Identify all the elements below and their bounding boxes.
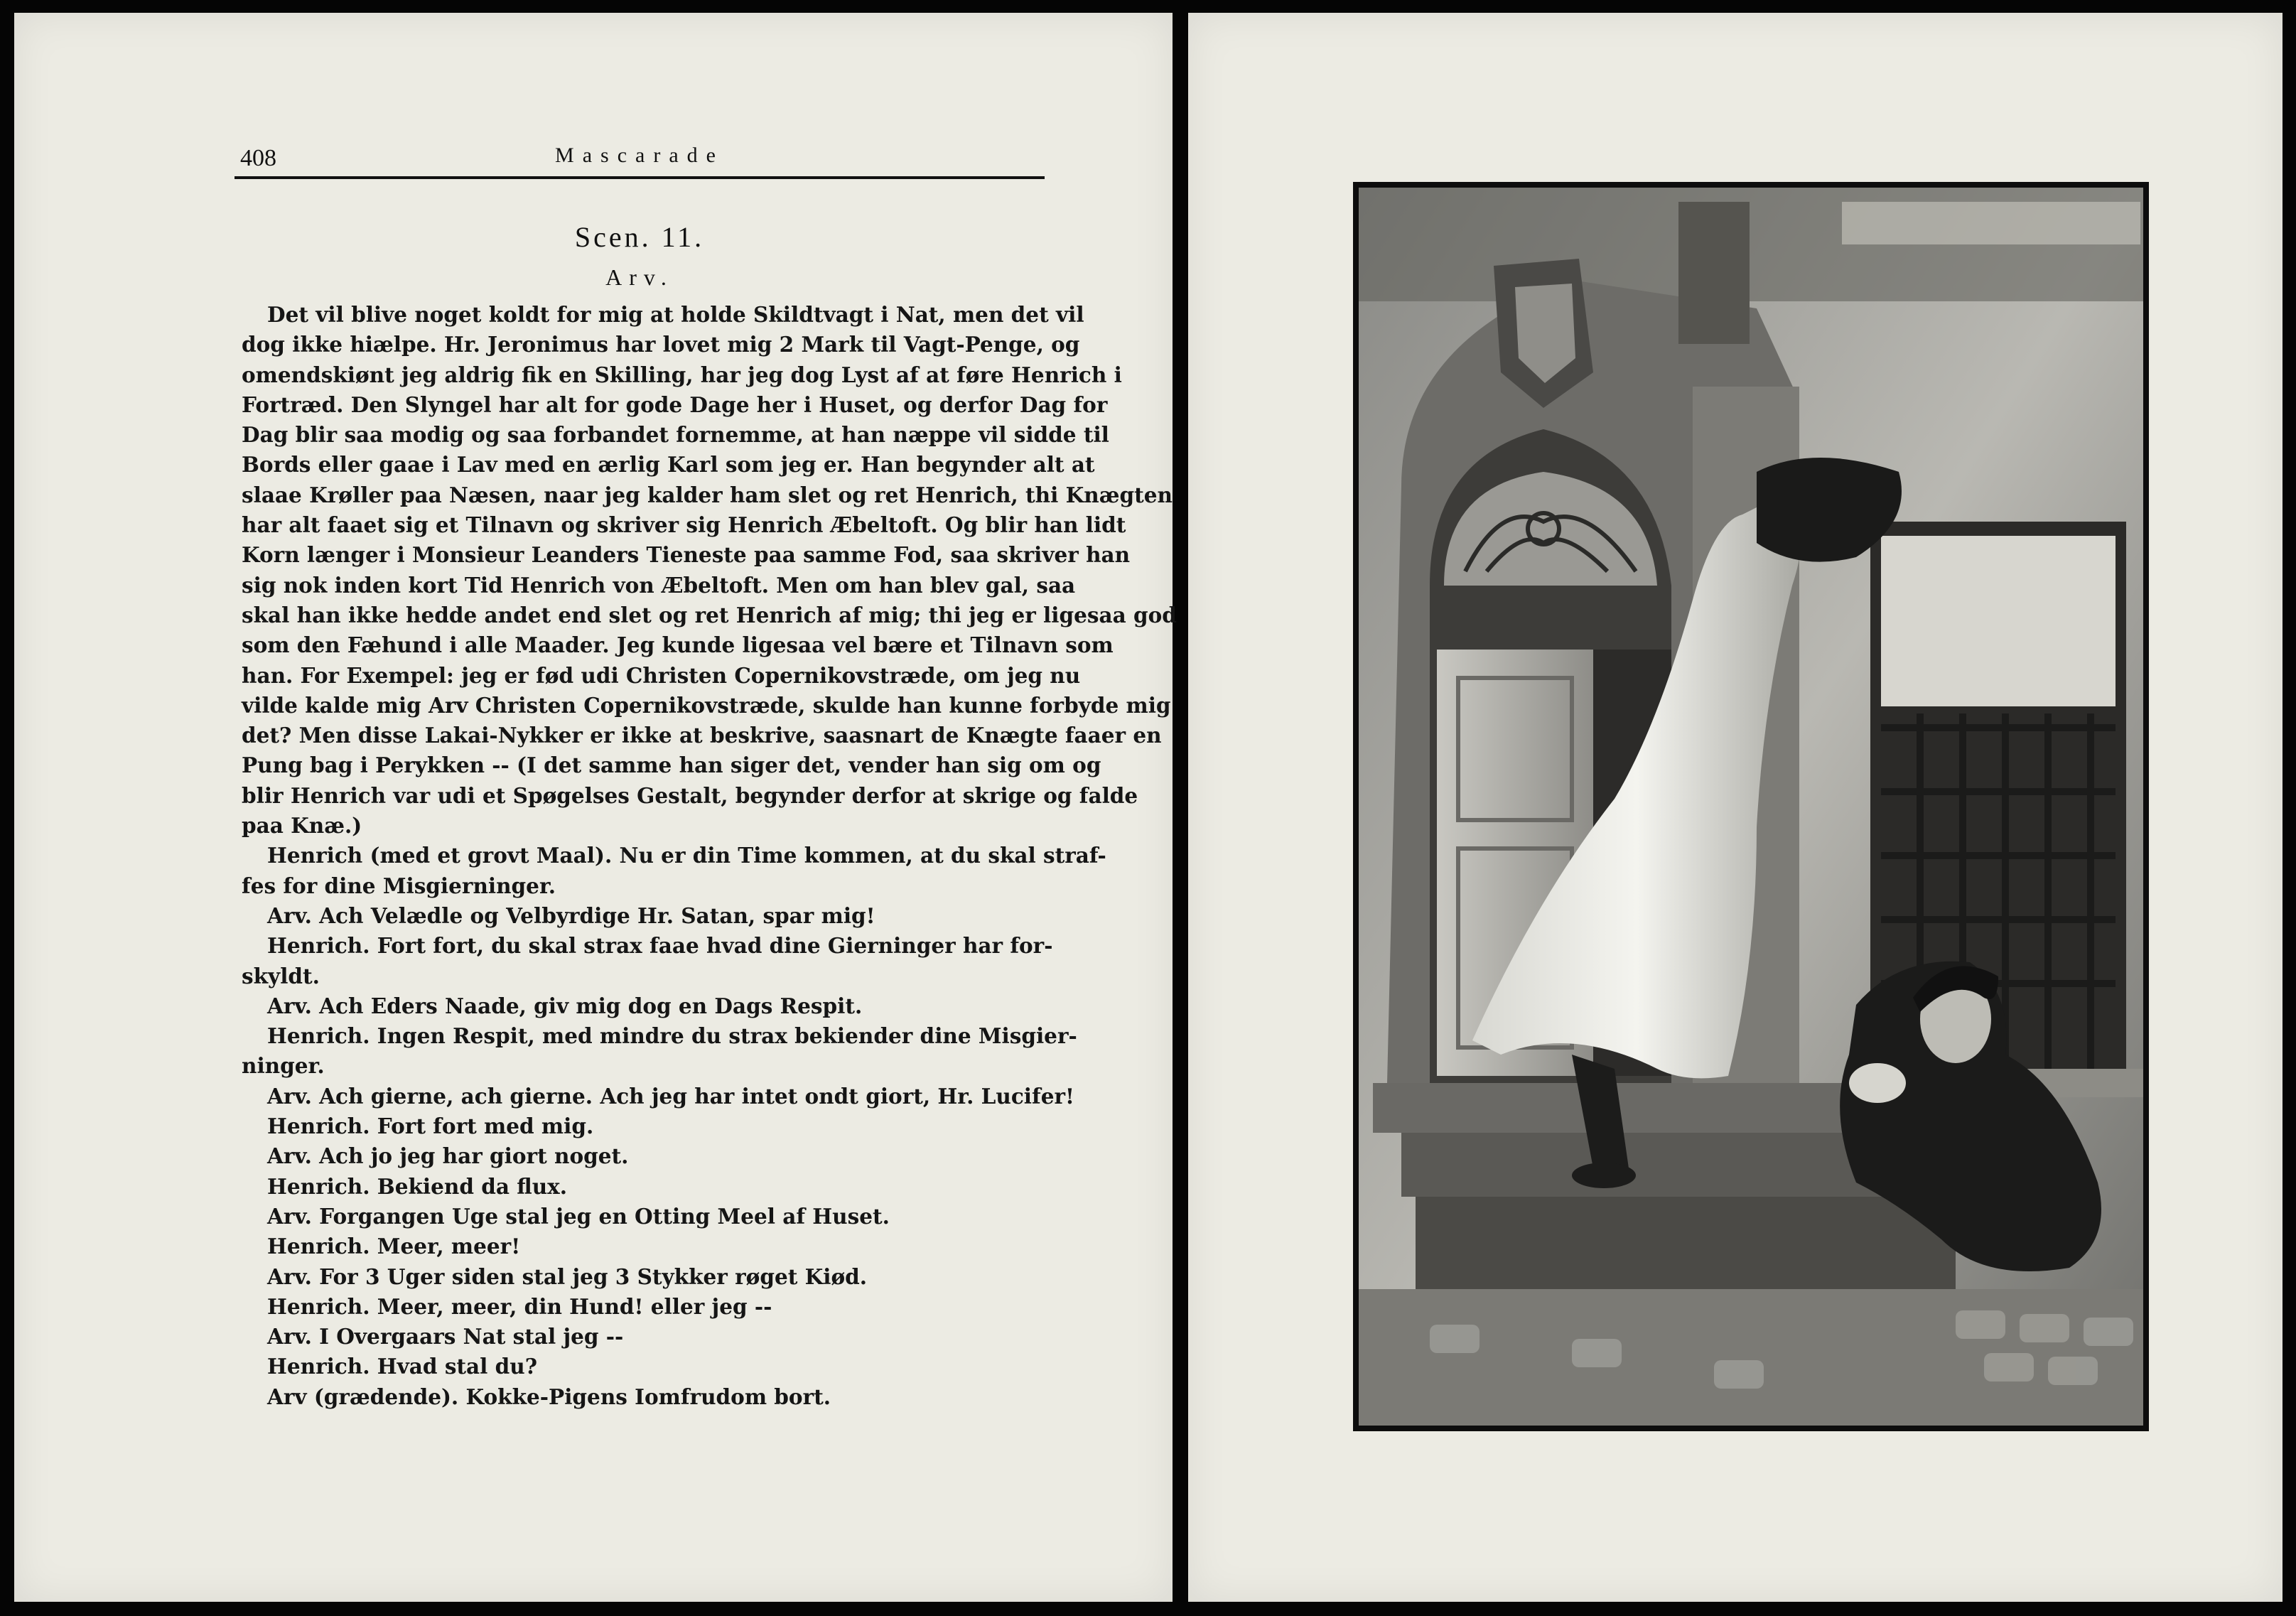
text-line: Henrich. Hvad stal du?: [267, 1354, 537, 1379]
body-text: [242, 300, 1177, 1412]
text-line: paa Knæ.): [242, 813, 362, 839]
text-line: Arv. Ach jo jeg har giort noget.: [267, 1143, 629, 1169]
right-page: [1188, 13, 2282, 1602]
text-line: det? Men disse Lakai-Nykker er ikke at beskrive, saasnart de Knægte faaer en: [242, 723, 1162, 748]
text-line: har alt faaet sig et Tilnavn og skriver sig Henrich Æbeltoft. Og blir han lidt: [242, 512, 1126, 538]
text-line: Arv (grædende). Kokke-Pigens Iomfrudom bort.: [267, 1384, 831, 1409]
text-line: Henrich. Fort fort med mig.: [267, 1114, 594, 1139]
text-line: Henrich (med et grovt Maal). Nu er din Time kommen, at du skal straf-: [267, 843, 1106, 868]
text-line: vilde kalde mig Arv Christen Copernikovstræde, skulde han kunne forbyde mig: [242, 692, 1171, 718]
running-head: [235, 144, 1045, 179]
text-line: Pung bag i Perykken -- (I det samme han siger det, vender han sig om og: [242, 753, 1101, 778]
text-line: Arv. Ach Eders Naade, giv mig dog en Dags Respit.: [267, 993, 863, 1018]
illustration-frame: [1353, 182, 2149, 1431]
text-line: dog ikke hiælpe. Hr. Jeronimus har lovet mig 2 Mark til Vagt-Penge, og: [242, 332, 1080, 357]
illustration-image: [1359, 188, 2143, 1426]
left-page: [14, 13, 1177, 1602]
running-title: Mascarade: [555, 144, 724, 167]
text-line: Arv. I Overgaars Nat stal jeg --: [267, 1324, 624, 1350]
scene-title: Scen. 11.: [574, 221, 705, 253]
text-line: Det vil blive noget koldt for mig at holde Skildtvagt i Nat, men det vil: [267, 302, 1084, 327]
step-3: [1416, 1197, 1956, 1289]
text-line: Henrich. Bekiend da flux.: [267, 1173, 568, 1199]
text-line: Henrich. Meer, meer, din Hund! eller jeg --: [267, 1293, 772, 1319]
text-line: Henrich. Fort fort, du skal strax faae hvad dine Gierninger har for-: [267, 933, 1053, 959]
text-line: Arv. Ach Velædle og Velbyrdige Hr. Satan, spar mig!: [267, 903, 875, 928]
text-line: sig nok inden kort Tid Henrich von Æbeltoft. Men om han blev gal, saa: [242, 572, 1076, 598]
text-line: som den Fæhund i alle Maader. Jeg kunde ligesaa vel bære et Tilnavn som: [242, 632, 1114, 658]
text-line: Bords eller gaae i Lav med en ærlig Karl som jeg er. Han begynder alt at: [242, 452, 1095, 478]
page-number: 408: [240, 145, 276, 171]
text-line: fes for dine Misgierninger.: [242, 873, 556, 898]
text-line: ninger.: [242, 1053, 325, 1079]
text-line: Arv. Forgangen Uge stal jeg en Otting Meel af Huset.: [267, 1203, 890, 1229]
text-line: Korn længer i Monsieur Leanders Tieneste paa samme Fod, saa skriver han: [242, 542, 1131, 568]
text-line: blir Henrich var udi et Spøgelses Gestalt, begynder derfor at skrige og falde: [242, 782, 1138, 808]
text-line: Henrich. Ingen Respit, med mindre du strax bekiender dine Misgier-: [267, 1023, 1077, 1049]
text-line: han. For Exempel: jeg er fød udi Christen Copernikovstræde, om jeg nu: [242, 662, 1081, 688]
text-line: Fortræd. Den Slyngel har alt for gode Dage her i Huset, og derfor Dag for: [242, 392, 1108, 417]
text-line: skal han ikke hedde andet end slet og ret Henrich af mig; thi jeg er ligesaa god: [242, 602, 1177, 627]
text-line: Arv. Ach gierne, ach gierne. Ach jeg har intet ondt giort, Hr. Lucifer!: [267, 1083, 1074, 1109]
text-line: Arv. For 3 Uger siden stal jeg 3 Stykker røget Kiød.: [267, 1264, 868, 1289]
step-2: [1401, 1133, 1885, 1197]
text-line: omendskiønt jeg aldrig fik en Skilling, har jeg dog Lyst af at føre Henrich i: [242, 362, 1122, 387]
text-line: slaae Krøller paa Næsen, naar jeg kalder ham slet og ret Henrich, thi Knægten: [242, 482, 1173, 507]
scene-subtitle: Arv.: [605, 264, 674, 290]
text-line: Dag blir saa modig og saa forbandet fornemme, at han næppe vil sidde til: [242, 422, 1109, 448]
text-line: Henrich. Meer, meer!: [267, 1234, 521, 1259]
text-line: skyldt.: [242, 963, 320, 989]
